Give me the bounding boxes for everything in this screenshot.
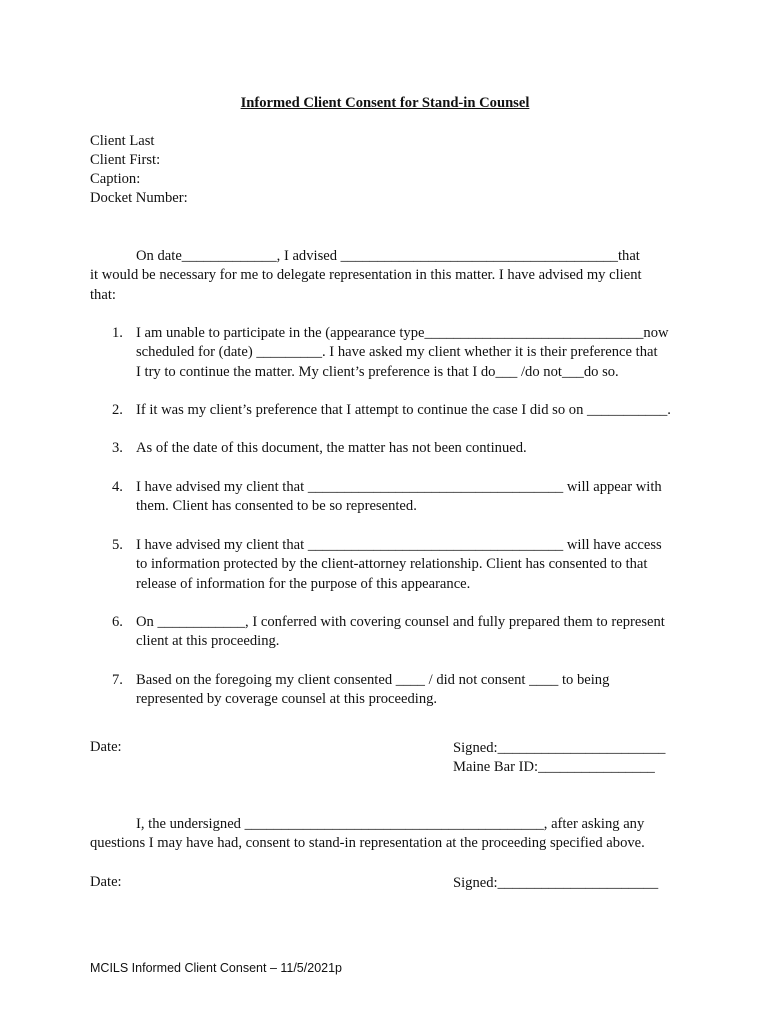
undersigned-paragraph: [90, 815, 680, 854]
intro-line-2: it would be necessary for me to delegate representation in this matter. I have advised my client: [90, 267, 642, 284]
attorney-signature-block: [453, 739, 665, 778]
list-item-line: I have advised my client that ___________________________________ will appear with: [136, 479, 662, 495]
list-item-line: If it was my client’s preference that I attempt to continue the case I did so on ___________.: [136, 402, 671, 418]
client-last-label: Client Last: [90, 133, 155, 149]
list-item-line: client at this proceeding.: [136, 633, 280, 650]
undersigned-line-1: I, the undersigned _________________________________________, after asking any: [136, 816, 645, 832]
undersigned-line-2: questions I may have had, consent to stand-in representation at the proceeding specified above.: [90, 835, 645, 852]
page-footer: MCILS Informed Client Consent – 11/5/2021p: [90, 961, 342, 975]
intro-line-3: that:: [90, 286, 116, 303]
document-title: Informed Client Consent for Stand-in Counsel: [240, 95, 530, 111]
client-signed-line: Signed:______________________: [453, 875, 659, 891]
list-item-line: I try to continue the matter. My client’s preference is that I do___ /do not___do so.: [136, 363, 619, 380]
list-item-line: represented by coverage counsel at this proceeding.: [136, 691, 438, 708]
list-item-number: 6.: [112, 614, 123, 630]
list-item-line: release of information for the purpose of this appearance.: [136, 575, 471, 592]
date-label-2: Date:: [90, 874, 122, 890]
attorney-signed-line: Signed:_______________________: [453, 740, 666, 756]
maine-bar-id-line: Maine Bar ID:________________: [453, 759, 655, 776]
list-item-number: 4.: [112, 479, 123, 495]
list-item-line: Based on the foregoing my client consented ____ / did not consent ____ to being: [136, 672, 610, 688]
list-item-number: 3.: [112, 440, 123, 456]
list-item-line: them. Client has consented to be so represented.: [136, 498, 417, 515]
docket-number-label: Docket Number:: [90, 190, 188, 206]
client-fields: [90, 132, 188, 208]
date-label-1: Date:: [90, 739, 122, 755]
client-first-label: Client First:: [90, 152, 161, 168]
caption-label: Caption:: [90, 171, 141, 187]
intro-paragraph: [90, 247, 680, 305]
list-item-line: scheduled for (date) _________. I have asked my client whether it is their preference that: [136, 344, 658, 361]
list-item-line: I have advised my client that ___________________________________ will have access: [136, 537, 662, 553]
list-item-number: 7.: [112, 672, 123, 688]
list-item-line: to information protected by the client-attorney relationship. Client has consented to that: [136, 556, 648, 573]
list-item-number: 5.: [112, 537, 123, 553]
list-item-line: On ____________, I conferred with covering counsel and fully prepared them to represent: [136, 614, 665, 630]
client-signature-block: [453, 874, 658, 893]
intro-line-1: On date_____________, I advised ______________________________________that: [136, 248, 640, 264]
list-item-line: I am unable to participate in the (appearance type______________________________now: [136, 325, 669, 341]
list-item-number: 2.: [112, 402, 123, 418]
list-item-line: As of the date of this document, the matter has not been continued.: [136, 440, 527, 456]
list-item-number: 1.: [112, 325, 123, 341]
